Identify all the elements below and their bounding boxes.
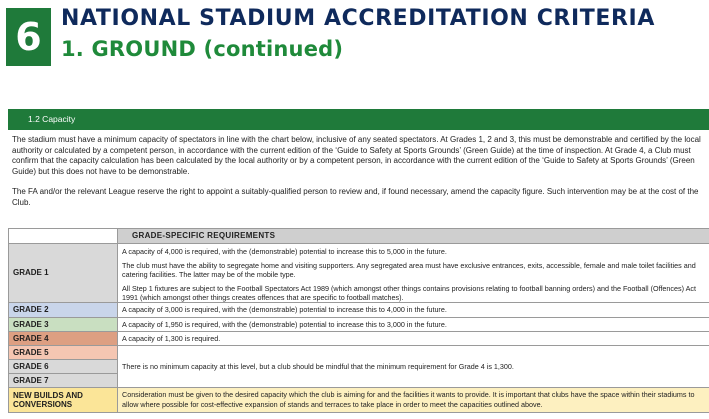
grade-5-label: GRADE 5 [8,346,117,360]
grade-1-segregation-text: The club must have the ability to segregate home and visiting supporters. Any segregated area must have exclusive entrances, exits, accessible, female and male toilet facilities and catering facilities. The latter may be of the mobile type. [122,260,696,280]
grades-5-7-requirements: There is no minimum capacity at this level, but a club should be mindful that the minimum requirement for Grade 4 is 1,300. [117,346,709,388]
section-heading-capacity: 1.2 Capacity [8,109,709,130]
grade-1-requirements [117,244,709,303]
grade-1-legislation-text: All Step 1 fixtures are subject to the Football Spectators Act 1989 (which amongst other things contains provisions relating to football banning orders) and the Football (Offences) Act 1991 (which amongst other things creates offences that are specific to football matches). [122,283,696,303]
table-header-blank [8,228,117,244]
table-header-grade-requirements: GRADE-SPECIFIC REQUIREMENTS [117,228,709,244]
new-builds-label [8,388,117,413]
new-builds-requirements: Consideration must be given to the desired capacity which the club is aiming for and the facilities it wants to provide. It is important that clubs have the space within their stadiums to allow where possible for cost-effective expansion of stands and terraces to take place in order to meet the capacities outlined above. [117,388,709,413]
page-title: NATIONAL STADIUM ACCREDITATION CRITERIA [61,6,655,31]
grade-3-label: GRADE 3 [8,318,117,332]
fa-review-paragraph: The FA and/or the relevant League reserve the right to appoint a suitably-qualified person to review and, if found necessary, amend the capacity figure. Such intervention may be at the cost of the Club. [12,187,699,207]
grade-1-label: GRADE 1 [8,244,117,303]
new-builds-label-line2: CONVERSIONS [13,400,73,409]
grade-2-requirements: A capacity of 3,000 is required, with the (demonstrable) potential to increase this to 4,000 in the future. [117,303,709,318]
grade-2-label: GRADE 2 [8,303,117,318]
grade-6-label: GRADE 6 [8,360,117,374]
chapter-number-badge: 6 [6,8,51,66]
grade-3-requirements: A capacity of 1,950 is required, with the (demonstrable) potential to increase this to 3,000 in the future. [117,318,709,332]
grade-7-label: GRADE 7 [8,374,117,388]
grade-4-label: GRADE 4 [8,332,117,346]
page-subtitle: 1. GROUND (continued) [61,37,344,61]
grade-4-requirements: A capacity of 1,300 is required. [117,332,709,346]
new-builds-label-line1: NEW BUILDS AND [13,390,83,400]
grade-1-capacity-text: A capacity of 4,000 is required, with the (demonstrable) potential to increase this to 5,000 in the future. [122,247,447,256]
capacity-intro-paragraph: The stadium must have a minimum capacity of spectators in line with the chart below, inclusive of any seated spectators. At Grades 1, 2 and 3, this must be demonstrable and certified by the local authority or calculated by a competent person, in accordance with the current edition of the ‘Guide to Safety at Sports Grounds’ (Green Guide) at the time of inspection. At Grade 4, a Club must confirm that the capacity calculation has been calculated by the local authority or by a competent person, in accordance with the current edition of the ‘Guide to Safety at Sports Grounds’ (Green Guide) but this does not have to be demonstrable. [12,135,701,176]
